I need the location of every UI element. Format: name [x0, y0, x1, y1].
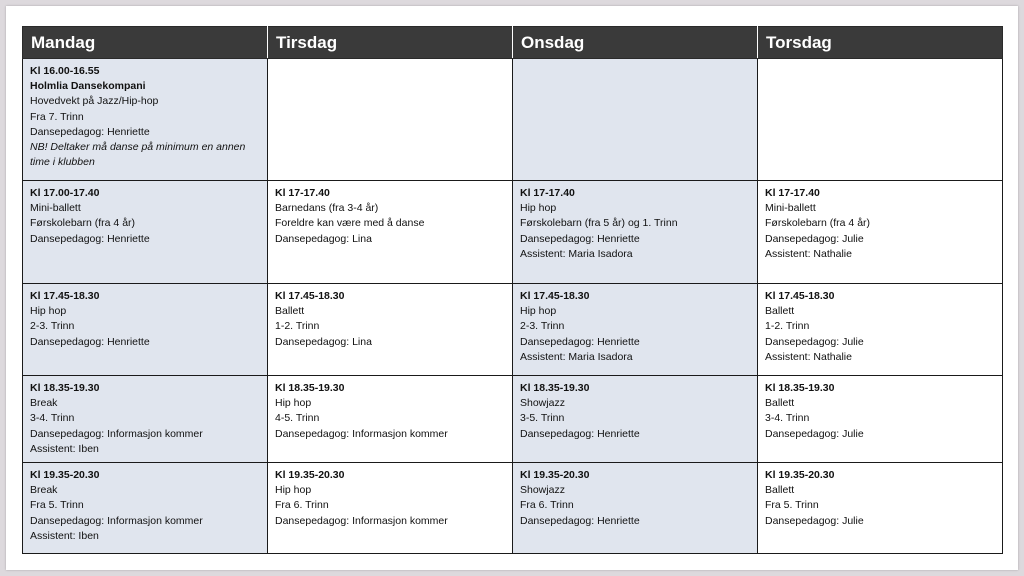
class-detail: Assistent: Maria Isadora [520, 247, 633, 260]
table-row [23, 463, 1003, 554]
class-detail: 3-5. Trinn [520, 412, 565, 425]
class-detail: 2-3. Trinn [30, 320, 75, 333]
class-time: Kl 17.45-18.30 [275, 290, 345, 302]
class-time: Kl 18.35-19.30 [520, 382, 590, 394]
class-cell [23, 376, 268, 463]
day-header-torsdag: Torsdag [758, 27, 1003, 59]
class-time: Kl 17.45-18.30 [765, 290, 835, 302]
class-cell [23, 284, 268, 376]
class-detail: Førskolebarn (fra 4 år) [30, 217, 136, 230]
slide [6, 6, 1018, 570]
class-cell [758, 181, 1003, 284]
class-time: Kl 16.00-16.55 [30, 65, 100, 77]
class-cell [513, 181, 758, 284]
class-detail: Mini-ballett [765, 202, 816, 215]
class-cell [513, 376, 758, 463]
class-cell [268, 376, 513, 463]
class-detail: Dansepedagog: Henriette [30, 232, 150, 245]
class-detail: Førskolebarn (fra 5 år) og 1. Trinn [520, 217, 678, 230]
class-name: Holmlia Dansekompani [30, 80, 146, 93]
empty-cell [268, 59, 513, 181]
class-detail: Mini-ballett [30, 202, 81, 215]
day-header-mandag: Mandag [23, 27, 268, 59]
class-detail: 1-2. Trinn [765, 320, 810, 333]
class-cell [23, 181, 268, 284]
class-detail: 4-5. Trinn [275, 412, 320, 425]
empty-cell [758, 59, 1003, 181]
class-detail: Showjazz [520, 397, 565, 410]
class-time: Kl 18.35-19.30 [275, 382, 345, 394]
class-time: Kl 19.35-20.30 [765, 469, 835, 482]
class-time: Kl 19.35-20.30 [30, 469, 100, 482]
class-detail: Dansepedagog: Julie [765, 335, 864, 348]
class-cell [23, 59, 268, 181]
class-detail: Dansepedagog: Henriette [520, 514, 640, 527]
class-time: Kl 17-17.40 [520, 187, 575, 199]
class-time: Kl 17.45-18.30 [30, 290, 100, 302]
class-detail: 3-4. Trinn [30, 412, 75, 425]
header-row [23, 27, 1003, 59]
class-detail: Showjazz [520, 484, 565, 497]
class-detail: Hip hop [520, 305, 557, 318]
class-detail: Hip hop [30, 305, 67, 318]
class-time: Kl 19.35-20.30 [275, 469, 345, 482]
table-row [23, 376, 1003, 463]
day-header-tirsdag: Tirsdag [268, 27, 513, 59]
class-detail: Dansepedagog: Informasjon kommer [275, 514, 448, 527]
class-time: Kl 17.45-18.30 [520, 290, 590, 302]
class-detail: Fra 6. Trinn [520, 499, 574, 512]
day-header-onsdag: Onsdag [513, 27, 758, 59]
class-cell [23, 463, 268, 554]
class-detail: 1-2. Trinn [275, 320, 320, 333]
class-detail: Barnedans (fra 3-4 år) [275, 202, 379, 215]
class-time: Kl 17.00-17.40 [30, 187, 100, 199]
class-detail: Dansepedagog: Henriette [30, 125, 150, 138]
class-cell [513, 463, 758, 554]
class-detail: Assistent: Nathalie [765, 350, 852, 363]
class-detail: Dansepedagog: Informasjon kommer [30, 514, 203, 527]
class-detail: Dansepedagog: Informasjon kommer [275, 427, 448, 440]
class-detail: Dansepedagog: Lina [275, 335, 372, 348]
class-detail: Fra 6. Trinn [275, 499, 329, 512]
class-cell [513, 284, 758, 376]
class-detail: Fra 5. Trinn [765, 499, 819, 512]
schedule-table [22, 26, 1003, 554]
class-detail: Assistent: Iben [30, 529, 99, 542]
class-time: Kl 17-17.40 [275, 187, 330, 199]
class-time: Kl 18.35-19.30 [30, 382, 100, 394]
table-row [23, 181, 1003, 284]
class-detail: 2-3. Trinn [520, 320, 565, 333]
class-detail: Dansepedagog: Informasjon kommer [30, 427, 203, 440]
class-detail: Dansepedagog: Henriette [520, 427, 640, 440]
class-cell [758, 376, 1003, 463]
class-time: Kl 19.35-20.30 [520, 469, 590, 482]
table-row [23, 284, 1003, 376]
class-detail: Dansepedagog: Lina [275, 232, 372, 245]
class-cell [758, 284, 1003, 376]
class-detail: Ballett [765, 305, 795, 318]
class-detail: Fra 5. Trinn [30, 499, 84, 512]
class-note: NB! Deltaker må danse på minimum en annen time i klubben [30, 141, 246, 169]
class-cell [268, 181, 513, 284]
class-time: Kl 18.35-19.30 [765, 382, 835, 394]
class-cell [268, 284, 513, 376]
class-detail: Assistent: Iben [30, 442, 99, 455]
class-detail: Dansepedagog: Henriette [30, 335, 150, 348]
class-detail: Dansepedagog: Henriette [520, 232, 640, 245]
class-detail: 3-4. Trinn [765, 412, 810, 425]
class-detail: Ballett [275, 305, 305, 318]
class-detail: Foreldre kan være med å danse [275, 217, 425, 230]
class-detail: Break [30, 397, 58, 410]
class-detail: Assistent: Nathalie [765, 247, 852, 260]
class-detail: Hip hop [520, 202, 557, 215]
class-detail: Fra 7. Trinn [30, 110, 84, 123]
class-detail: Hip hop [275, 484, 312, 497]
class-detail: Dansepedagog: Julie [765, 514, 864, 527]
class-detail: Hovedvekt på Jazz/Hip-hop [30, 95, 159, 108]
class-detail: Ballett [765, 484, 795, 497]
class-time: Kl 17-17.40 [765, 187, 820, 199]
class-detail: Dansepedagog: Julie [765, 427, 864, 440]
class-cell [268, 463, 513, 554]
class-detail: Dansepedagog: Henriette [520, 335, 640, 348]
table-row [23, 59, 1003, 181]
class-detail: Ballett [765, 397, 795, 410]
class-cell [758, 463, 1003, 554]
empty-cell [513, 59, 758, 181]
class-detail: Førskolebarn (fra 4 år) [765, 217, 871, 230]
class-detail: Dansepedagog: Julie [765, 232, 864, 245]
class-detail: Hip hop [275, 397, 312, 410]
class-detail: Assistent: Maria Isadora [520, 350, 633, 363]
class-detail: Break [30, 484, 58, 497]
